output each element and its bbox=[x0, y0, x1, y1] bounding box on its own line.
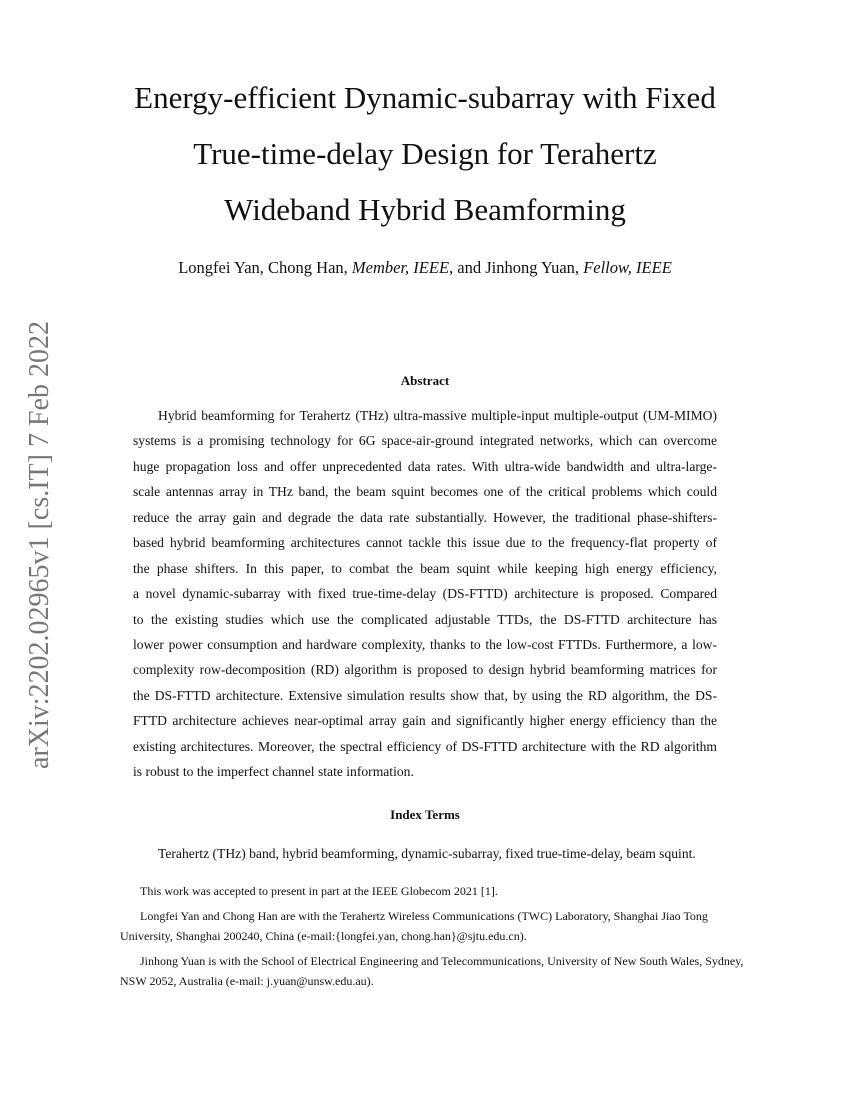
paper-title bbox=[0, 70, 850, 238]
abstract-line: FTTD architecture achieves near-optimal array gain and significantly higher energy efficiency than the bbox=[133, 713, 717, 729]
abstract-line: existing architectures. Moreover, the spectral efficiency of DS-FTTD architecture with the RD algorithm bbox=[133, 738, 717, 754]
author-role: Fellow, IEEE bbox=[583, 258, 672, 277]
abstract-line: based hybrid beamforming architectures cannot tackle this issue due to the frequency-flat property of bbox=[133, 535, 717, 551]
abstract-line: lower power consumption and hardware complexity, thanks to the low-cost FTTDs. Furthermore, a low- bbox=[133, 636, 717, 652]
abstract-line: a novel dynamic-subarray with fixed true-time-delay (DS-FTTD) architecture is proposed. Compared bbox=[133, 586, 717, 602]
footnote: Longfei Yan and Chong Han are with the Terahertz Wireless Communications (TWC) Laboratory, Shanghai Jiao Tong bbox=[140, 909, 708, 923]
title-line: Wideband Hybrid Beamforming bbox=[224, 192, 626, 227]
author-list bbox=[0, 258, 850, 278]
abstract-line: Hybrid beamforming for Terahertz (THz) ultra-massive multiple-input multiple-output (UM-MIMO) bbox=[158, 408, 717, 423]
abstract-line: huge propagation loss and offer unprecedented data rates. With ultra-wide bandwidth and ultra-large- bbox=[133, 458, 717, 474]
author-names: Longfei Yan, Chong Han, bbox=[178, 258, 352, 277]
index-terms: Terahertz (THz) band, hybrid beamforming, dynamic-subarray, fixed true-time-delay, beam squint. bbox=[158, 846, 696, 861]
title-line: Energy-efficient Dynamic-subarray with Fixed bbox=[134, 80, 716, 115]
abstract-line: complexity row-decomposition (RD) algorithm is proposed to design hybrid beamforming matrices for bbox=[133, 662, 717, 678]
abstract-line: reduce the array gain and degrade the data rate substantially. However, the traditional phase-shifters- bbox=[133, 509, 717, 525]
abstract-body bbox=[133, 403, 717, 785]
abstract-line: is robust to the imperfect channel state information. bbox=[133, 764, 414, 780]
author-role: Member, IEEE bbox=[351, 258, 450, 277]
footnote: Jinhong Yuan is with the School of Electrical Engineering and Telecommunications, University of New South Wales, Sydney, bbox=[140, 954, 744, 968]
abstract-line: the phase shifters. In this paper, to combat the beam squint while keeping high energy efficiency, bbox=[133, 560, 717, 576]
arxiv-stamp: arXiv:2202.02965v1 [cs.IT] 7 Feb 2022 bbox=[24, 321, 55, 769]
footnote: This work was accepted to present in part at the IEEE Globecom 2021 [1]. bbox=[140, 884, 498, 898]
abstract-heading: Abstract bbox=[400, 373, 450, 388]
title-line: True-time-delay Design for Terahertz bbox=[193, 136, 657, 171]
abstract-line: scale antennas array in THz band, the beam squint becomes one of the critical problems which could bbox=[133, 484, 717, 500]
abstract-line: to the existing studies which use the complicated adjustable TTDs, the DS-FTTD architecture has bbox=[133, 611, 717, 627]
index-terms-heading: Index Terms bbox=[390, 807, 460, 822]
author-names: , and Jinhong Yuan, bbox=[449, 258, 584, 277]
abstract-line: systems is a promising technology for 6G space-air-ground integrated networks, which can overcome bbox=[133, 433, 717, 449]
footnote: University, Shanghai 200240, China (e-mail:{longfei.yan, chong.han}@sjtu.edu.cn). bbox=[120, 929, 527, 943]
abstract-line: the DS-FTTD architecture. Extensive simulation results show that, by using the RD algorithm, the DS- bbox=[133, 687, 717, 703]
footnote: NSW 2052, Australia (e-mail: j.yuan@unsw.edu.au). bbox=[120, 974, 374, 988]
